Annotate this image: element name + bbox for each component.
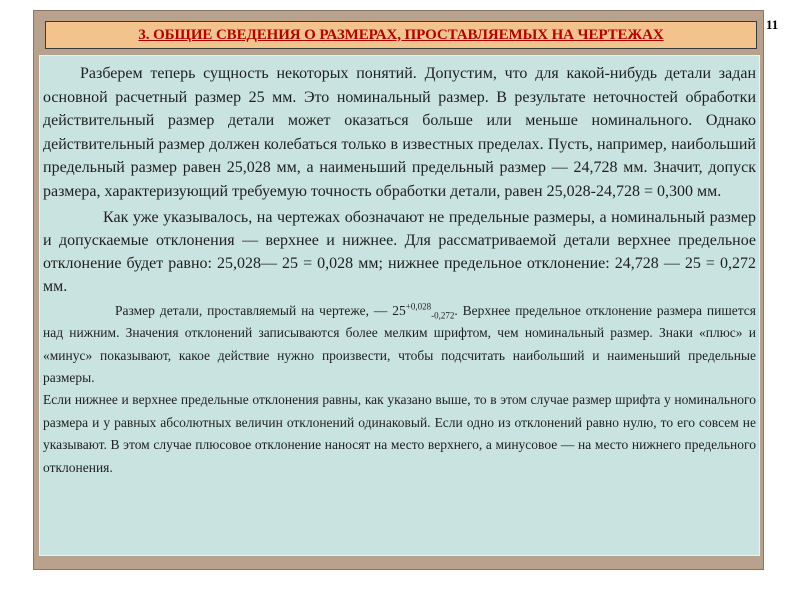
upper-deviation: +0,028 xyxy=(405,301,432,312)
content-panel xyxy=(39,55,760,556)
paragraph-3 xyxy=(43,300,756,390)
lower-deviation: -0,272 xyxy=(431,310,455,321)
slide-number: 11 xyxy=(766,17,779,32)
paragraph-2: Как уже указывалось, на чертежах обозначают не предельные размеры, а номинальный размер и допускаемые отклонения — верхнее и нижнее. Для рассматриваемой детали верхнее предельное отклонение будет равно: 25,028— 25 = 0,028 мм; нижнее предельное отклонение: 24,728 — 25 = 0,272 мм. xyxy=(43,208,756,296)
slide-title: 3. ОБЩИЕ СВЕДЕНИЯ О РАЗМЕРАХ, ПРОСТАВЛЯЕМЫХ НА ЧЕРТЕЖАХ xyxy=(138,26,664,43)
paragraph-1: Разберем теперь сущность некоторых понятий. Допустим, что для какой-нибудь детали задан основной расчетный размер 25 мм. Это номинальный размер. В результате неточностей обработки действительный размер детали может оказаться больше или меньше номинального. Однако действительный размер должен колебаться только в известных пределах. Пусть, например, наибольший предельный размер равен 25,028 мм, а наименьший предельный размер — 24,728 мм. Значит, допуск размера, характеризующий требуемую точность обработки детали, равен 25,028-24,728 = 0,300 мм. xyxy=(43,65,756,200)
paragraph-3-end: . Верхнее предельное отклонение размера пишется над нижним. Значения отклонений записываются более мелким шрифтом, чем номинальный размер. Знаки «плюс» и «минус» показывают, какое действие нужно произвести, чтобы подсчитать наибольший и наименьший предельные размеры. xyxy=(43,302,757,385)
title-bar xyxy=(45,21,757,49)
paragraph-3-start: Размер детали, проставляемый на чертеже, — 25 xyxy=(115,302,406,318)
paragraph-4: Если нижнее и верхнее предельные отклонения равны, как указано выше, то в этом случае размер шрифта у номинального размера и у равных абсолютных величин отклонений одинаковый. Если одно из отклонений равно нулю, то его совсем не указывают. В этом случае плюсовое отклонение наносят на место верхнего, а минусовое — на место нижнего предельного отклонения. xyxy=(43,392,756,475)
